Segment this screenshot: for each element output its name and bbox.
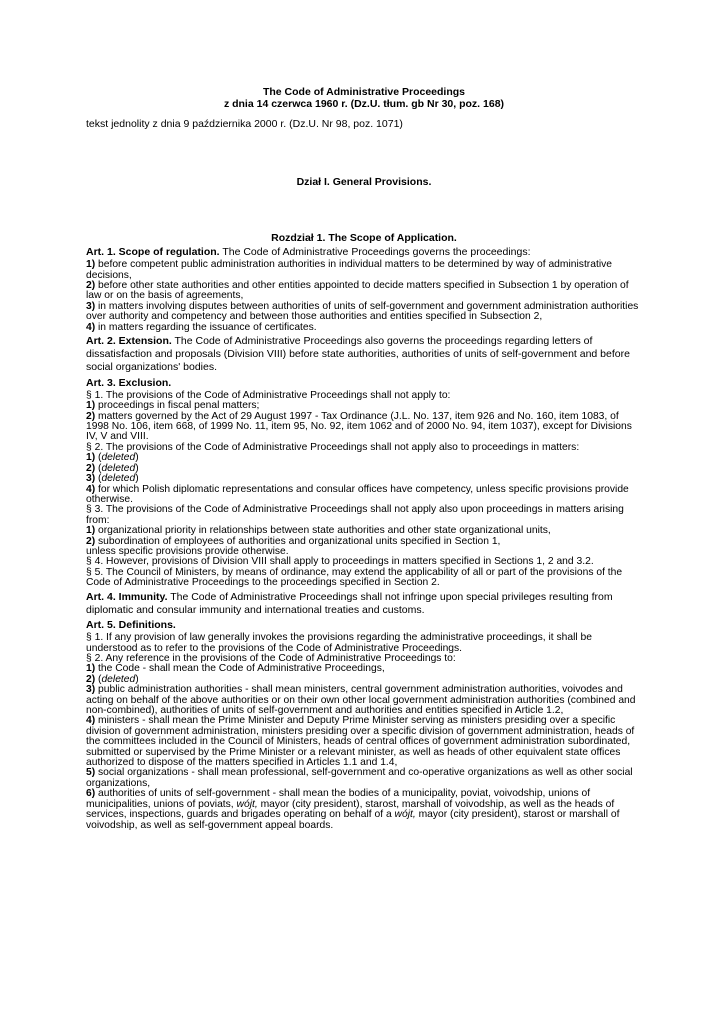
article-3-s1-item-2 — [86, 412, 642, 443]
document-page — [86, 86, 642, 831]
italic-term: wójt, — [394, 809, 416, 821]
article-4-heading: Art. 4. Immunity. — [86, 590, 168, 603]
item-number: 4) — [86, 715, 96, 727]
document-subtitle: z dnia 14 czerwca 1960 r. (Dz.U. tłum. gb Nr 30, poz. 168) — [223, 98, 505, 110]
item-number: 2) — [86, 673, 96, 685]
article-2 — [86, 335, 642, 375]
article-1-item-1 — [86, 260, 642, 281]
item-text: in matters involving disputes between authorities of units of self-government and government administration authorities over authority and competency and between those authorities and entities specified in Subsection 2, — [86, 300, 639, 323]
article-3-s3-tail: unless specific provisions provide otherwise. — [86, 545, 289, 557]
item-text: ministers - shall mean the Prime Minister and Deputy Prime Minister serving as ministers presiding over a specific division of government administration, ministers presiding over a specific division of government administration, heads of the committees included in the Council of Ministers, heads of central offices of government administration subordinated, submitted or supervised by the Prime Minister or a relevant minister, as well as heads of other equivalent state offices authorized to dispose of the matters specified in Articles 1.1 and 1.4, — [86, 715, 635, 769]
item-text: proceedings in fiscal penal matters; — [95, 400, 260, 412]
item-text: ( — [95, 673, 102, 685]
article-5-section-2: § 2. Any reference in the provisions of the Code of Administrative Proceedings to: — [86, 653, 456, 664]
item-text: in matters regarding the issuance of certificates. — [95, 321, 317, 333]
item-text: before competent public administration authorities in individual matters to be determined by way of administrative decisions, — [86, 259, 612, 281]
item-number: 5) — [86, 767, 96, 779]
item-text: ) — [135, 673, 139, 685]
item-number: 2) — [86, 535, 96, 547]
item-text: ( — [95, 473, 102, 485]
item-number: 4) — [86, 321, 96, 333]
article-3-heading: Art. 3. Exclusion. — [86, 376, 172, 389]
article-2-text: The Code of Administrative Proceedings also governs the proceedings regarding letters of dissatisfaction and proposals (Division VIII) before state authorities, authorities of units of self-government and before social organizations' bodies. — [86, 335, 630, 374]
item-text: the Code - shall mean the Code of Administrative Proceedings, — [95, 663, 385, 675]
document-title: The Code of Administrative Proceedings — [262, 86, 466, 98]
item-text: social organizations - shall mean professional, self-government and co-operative organizations as well as other social organizations, — [86, 767, 633, 789]
article-3-section-4: § 4. However, provisions of Division VIII shall apply to proceedings in matters specified in Sections 1, 2 and 3.2. — [86, 556, 594, 568]
article-4-text: The Code of Administrative Proceedings shall not infringe upon special privileges resulting from diplomatic and consular immunity and international treaties and customs. — [86, 590, 613, 616]
article-3-section-3: § 3. The provisions of the Code of Administrative Proceedings shall not apply also upon proceedings in matters arising from: — [86, 504, 624, 526]
item-text: ( — [95, 462, 102, 474]
item-number: 2) — [86, 462, 96, 474]
article-5-heading: Art. 5. Definitions. — [86, 618, 176, 631]
item-text: public administration authorities - shall mean ministers, central government administration authorities, voivodes and acting on behalf of the above authorities or on their own other local government administration authorities (combined and non-combined), authorities of units of self-government and authorities and entities specified in Article 1.2, — [86, 684, 636, 717]
article-1-intro: The Code of Administrative Proceedings governs the proceedings: — [219, 246, 531, 258]
deleted-note: deleted — [101, 473, 136, 485]
division-heading: Dział I. General Provisions. — [296, 176, 432, 188]
article-5-item-5 — [86, 768, 642, 789]
item-number: 2) — [86, 410, 96, 422]
article-5-section-1: § 1. If any provision of law generally invokes the provisions regarding the administrative proceedings, it shall be understood as to refer to the provisions of the Code of Administrative Proceedings. — [86, 632, 592, 654]
article-5-item-4 — [86, 716, 642, 768]
article-3-section-5: § 5. The Council of Ministers, by means of ordinance, may extend the applicability of all or part of the provisions of the Code of Administrative Proceedings to the proceedings specified in Section 2. — [86, 566, 623, 589]
item-number: 4) — [86, 483, 96, 495]
article-1-item-3 — [86, 302, 642, 323]
article-1-heading: Art. 1. Scope of regulation. — [86, 246, 220, 258]
article-2-heading: Art. 2. Extension. — [86, 335, 172, 348]
item-number: 1) — [86, 259, 96, 271]
chapter-heading: Rozdział 1. The Scope of Application. — [271, 232, 457, 244]
item-number: 1) — [86, 452, 96, 464]
item-number: 1) — [86, 400, 96, 412]
item-text: mayor (city president), starost or marshall of voivodship, as well as self-government appeal boards. — [86, 809, 620, 831]
item-text: ( — [95, 452, 102, 464]
article-3-section-1: § 1. The provisions of the Code of Administrative Proceedings shall not apply to: — [86, 389, 451, 401]
deleted-note: deleted — [101, 673, 136, 685]
item-number: 3) — [86, 473, 96, 485]
article-5-item-3 — [86, 685, 642, 716]
item-text: for which Polish diplomatic representations and consular offices have competency, unless specific provisions provide otherwise. — [86, 483, 629, 505]
article-3-s2-item-4 — [86, 485, 642, 506]
article-3 — [86, 377, 642, 390]
item-text: organizational priority in relationships between state authorities and other state organizational units, — [95, 525, 551, 537]
article-4 — [86, 591, 642, 617]
item-text: ) — [135, 452, 139, 464]
item-number: 2) — [86, 280, 96, 292]
consolidated-text-note: tekst jednolity z dnia 9 października 2000 r. (Dz.U. Nr 98, poz. 1071) — [86, 118, 403, 130]
article-3-section-2: § 2. The provisions of the Code of Administrative Proceedings shall not apply also to proceedings in matters: — [86, 441, 580, 453]
item-number: 3) — [86, 300, 96, 312]
deleted-note: deleted — [101, 462, 136, 474]
article-5 — [86, 619, 642, 632]
deleted-note: deleted — [101, 452, 136, 464]
article-3-s2-item-1 — [86, 453, 642, 463]
article-1-item-4 — [86, 323, 642, 333]
item-number: 1) — [86, 663, 96, 675]
item-number: 1) — [86, 525, 96, 537]
item-text: authorities of units of self-government - shall mean the bodies of a municipality, poviat, voivodship, unions of municipalities, unions of poviats, — [86, 788, 591, 810]
article-5-item-1 — [86, 664, 642, 674]
article-5-item-6 — [86, 789, 642, 831]
article-1 — [86, 246, 642, 259]
item-number: 6) — [86, 788, 96, 800]
item-text: mayor (city president), starost, marshall of voivodship, as well as the heads of services, inspections, guards and brigades operating on behalf of a — [86, 798, 615, 821]
item-text: matters governed by the Act of 29 August 1997 - Tax Ordinance (J.L. No. 137, item 926 and No. 160, item 1083, of 1998 No. 106, item 668, of 1999 No. 11, item 95, No. 92, item 1062 and of 2000 No. 94, item 1037), except for Divisions IV, V and VIII. — [86, 410, 632, 443]
item-text: ) — [135, 462, 139, 474]
item-number: 3) — [86, 684, 96, 696]
italic-term: wójt, — [236, 798, 258, 810]
item-text: subordination of employees of authorities and organizational units specified in Section 1, — [95, 535, 501, 547]
article-1-item-2 — [86, 281, 642, 302]
item-text: ) — [135, 473, 139, 485]
item-text: before other state authorities and other entities appointed to decide matters specified in Subsection 1 by operation of law or on the basis of agreements, — [86, 280, 629, 302]
article-3-s2-item-2 — [86, 464, 642, 474]
